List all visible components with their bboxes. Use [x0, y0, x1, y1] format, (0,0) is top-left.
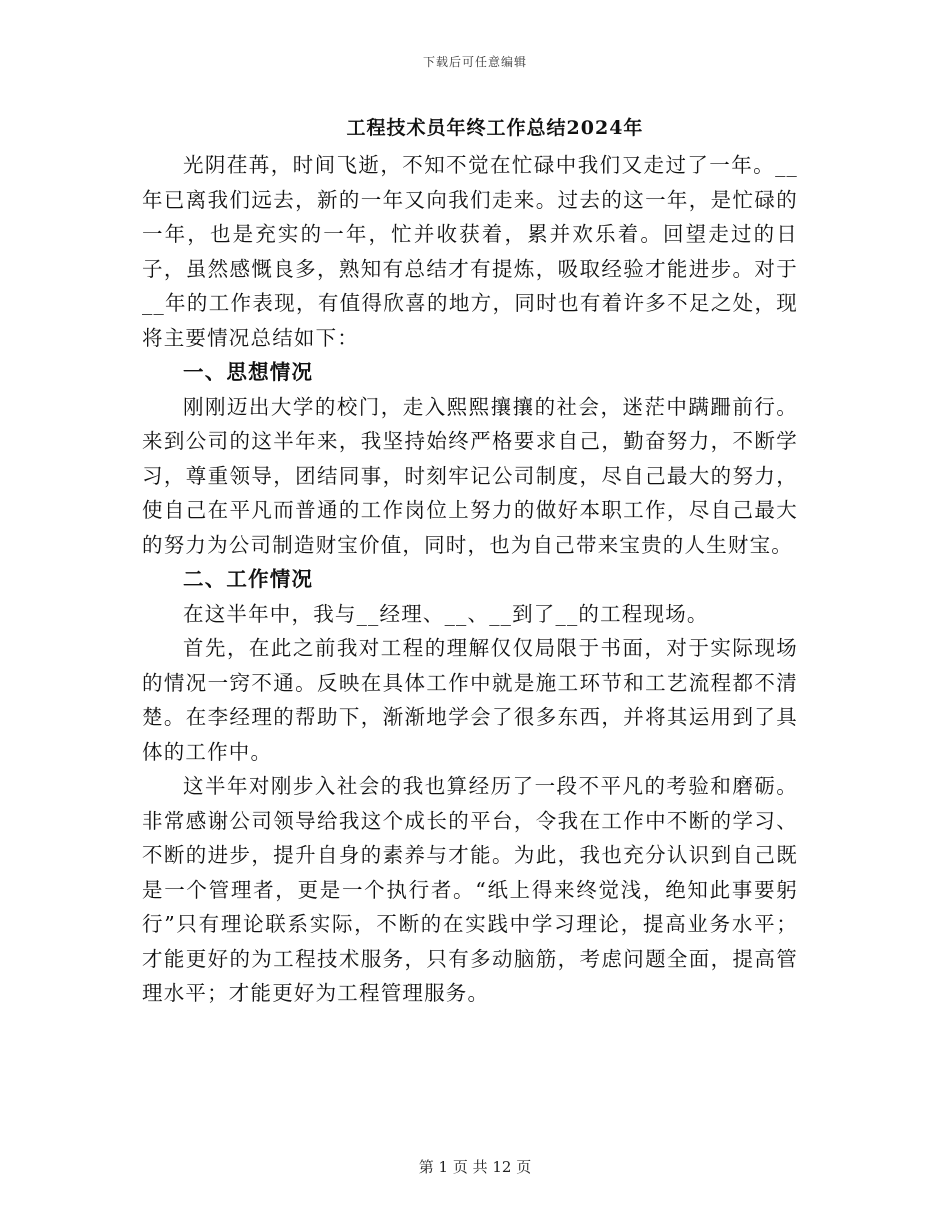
- intro-paragraph: 光阴荏苒，时间飞逝，不知不觉在忙碌中我们又走过了一年。__年已离我们远去，新的一年又向我们走来。过去的这一年，是忙碌的一年，也是充实的一年，忙并收获着，累并欢乐着。回望走过的日子，虽然感慨良多，熟知有总结才有提炼，吸取经验才能进步。对于__年的工作表现，有值得欣喜的地方，同时也有着许多不足之处，现将主要情况总结如下：: [142, 153, 798, 350]
- work-paragraph-2: 首先，在此之前我对工程的理解仅仅局限于书面，对于实际现场的情况一窍不通。反映在具体工作中就是施工环节和工艺流程都不清楚。在李经理的帮助下，渐渐地学会了很多东西，并将其运用到了具体的工作中。: [142, 636, 798, 764]
- section-heading-thoughts: 一、思想情况: [183, 360, 314, 384]
- header-note: 下载后可任意编辑: [422, 55, 527, 69]
- page-footer: 第 1 页 共 12 页: [418, 1158, 532, 1176]
- section-heading-work: 二、工作情况: [183, 567, 314, 591]
- document-title: 工程技术员年终工作总结2024年: [346, 117, 644, 139]
- thoughts-paragraph: 刚刚迈出大学的校门，走入熙熙攘攘的社会，迷茫中蹒跚前行。来到公司的这半年来，我坚持始终严格要求自己，勤奋努力，不断学习，尊重领导，团结同事，时刻牢记公司制度，尽自己最大的努力，使自己在平凡而普通的工作岗位上努力的做好本职工作，尽自己最大的努力为公司制造财宝价值，同时，也为自己带来宝贵的人生财宝。: [142, 394, 798, 557]
- work-paragraph-3: 这半年对刚步入社会的我也算经历了一段不平凡的考验和磨砺。非常感谢公司领导给我这个成长的平台，令我在工作中不断的学习、不断的进步，提升自身的素养与才能。为此，我也充分认识到自己既是一个管理者，更是一个执行者。“纸上得来终觉浅，绝知此事要躬行”只有理论联系实际，不断的在实践中学习理论，提高业务水平；才能更好的为工程技术服务，只有多动脑筋，考虑问题全面，提高管理水平；才能更好为工程管理服务。: [142, 774, 798, 1005]
- document-body: [142, 148, 798, 1011]
- work-paragraph-1: 在这半年中，我与__经理、__、__到了__的工程现场。: [183, 601, 709, 626]
